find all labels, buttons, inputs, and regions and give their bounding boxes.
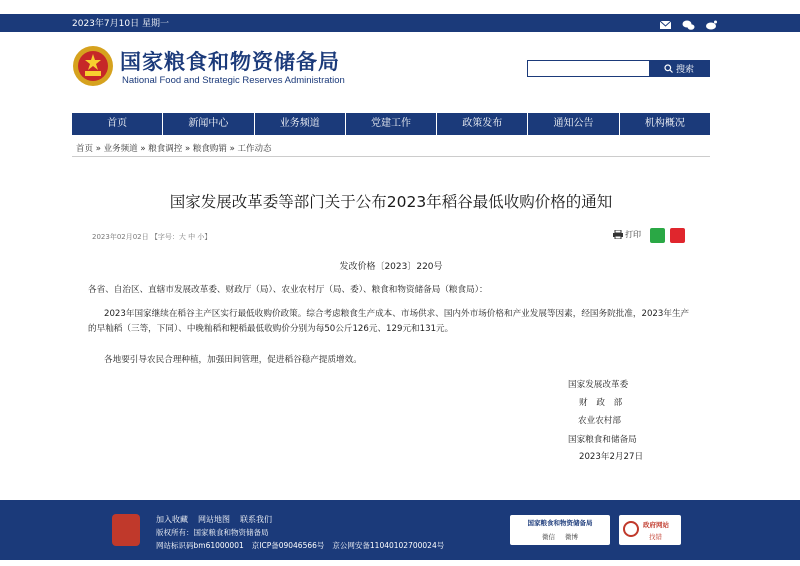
police-record[interactable]: 京公网安备11040102700024号 xyxy=(332,541,445,550)
nav-about[interactable]: 机构概况 xyxy=(644,118,685,129)
article-paragraph: 各省、自治区、直辖市发展改革委、财政厅（局）、农业农村厅（局、委）、粮食和物资储备局（粮食局）： xyxy=(88,285,488,295)
article-date: 2023年02月02日 xyxy=(92,233,149,241)
footer-link-contact[interactable]: 联系我们 xyxy=(240,515,272,524)
divider xyxy=(72,156,710,157)
signature-date: 2023年2月27日 xyxy=(579,452,644,462)
footer-link-sitemap[interactable]: 网站地图 xyxy=(198,515,230,524)
national-emblem-icon xyxy=(72,44,114,88)
font-size-control[interactable]: 【字号：大 中 小】 xyxy=(150,233,212,241)
footer-ids xyxy=(156,540,444,551)
nav-notice[interactable]: 通知公告 xyxy=(528,113,619,135)
main-nav xyxy=(72,113,710,135)
share-weibo-icon[interactable] xyxy=(670,228,685,243)
mail-icon[interactable] xyxy=(659,16,672,28)
breadcrumb-item[interactable]: 粮食购销 xyxy=(192,144,227,154)
breadcrumb-item[interactable]: 首页 xyxy=(76,144,94,154)
nav-business[interactable]: 业务频道 xyxy=(255,113,346,135)
footer-links xyxy=(156,514,272,525)
weibo-icon[interactable] xyxy=(705,16,718,28)
breadcrumb-item[interactable]: 工作动态 xyxy=(237,144,272,154)
article-title: 国家发展改革委等部门关于公布2023年稻谷最低收购价格的通知 xyxy=(169,193,613,211)
nav-policy[interactable]: 政策发布 xyxy=(437,113,528,135)
current-date: 2023年7月10日 星期一 xyxy=(72,19,169,29)
party-logo-icon[interactable] xyxy=(112,514,140,546)
document-number: 发改价格〔2023〕220号 xyxy=(339,262,443,272)
site-title: 国家粮食和物资储备局 xyxy=(120,50,340,74)
gov-site-label: 政府网站 xyxy=(643,521,669,529)
nav-home[interactable]: 首页 xyxy=(72,113,163,135)
signature-line: 国家发展改革委 xyxy=(568,380,629,390)
print-button[interactable] xyxy=(613,229,641,240)
search-button-label: 搜索 xyxy=(675,65,694,75)
top-icons xyxy=(659,16,718,28)
weibo-account-link[interactable]: 微博 xyxy=(565,533,578,541)
article-meta xyxy=(92,232,211,242)
breadcrumb: 首页 » 业务频道 » 粮食调控 » 粮食购销 » 工作动态 xyxy=(76,144,272,154)
footer-copyright: 版权所有：国家粮食和物资储备局 xyxy=(156,528,269,537)
site-subtitle: National Food and Strategic Reserves Administration xyxy=(122,75,345,86)
printer-icon xyxy=(613,230,623,239)
print-label: 打印 xyxy=(625,230,641,239)
breadcrumb-item[interactable]: 业务频道 xyxy=(103,144,138,154)
footer xyxy=(0,500,800,560)
article-paragraph: 各地要引导农民合理种植，加强田间管理，促进稻谷稳产提质增效。 xyxy=(104,355,362,365)
search-button[interactable] xyxy=(649,61,709,76)
signature-line: 财 政 部 xyxy=(579,398,626,408)
icp-number[interactable]: 京ICP备09046566号 xyxy=(251,541,325,550)
article-paragraph: 2023年国家继续在稻谷主产区实行最低收购价政策。综合考虑粮食生产成本、市场供求、国内外市场价格和产业发展等因素，经国务院批准，2023年生产的早籼稻（三等，下同）、中晚籼稻和粳稻最低收购价分别为每50公斤126元、129元和131元。 xyxy=(88,309,690,334)
magnifier-icon xyxy=(623,521,639,537)
report-error-label: 找错 xyxy=(649,533,662,541)
official-accounts-box[interactable] xyxy=(510,515,610,545)
site-id: 网站标识码bm61000001 xyxy=(156,541,244,550)
nav-party[interactable]: 党建工作 xyxy=(346,113,437,135)
share-wechat-icon[interactable] xyxy=(650,228,665,243)
search-input[interactable] xyxy=(530,62,648,75)
wechat-icon[interactable] xyxy=(682,16,695,28)
footer-link-favorite[interactable]: 加入收藏 xyxy=(156,515,188,524)
nav-news[interactable]: 新闻中心 xyxy=(163,113,254,135)
top-bar xyxy=(0,14,800,32)
search-box xyxy=(527,60,710,77)
wechat-account-link[interactable]: 微信 xyxy=(542,533,555,541)
breadcrumb-item[interactable]: 粮食调控 xyxy=(148,144,183,154)
search-icon xyxy=(664,64,673,73)
gov-error-report-box[interactable] xyxy=(619,515,681,545)
official-accounts-title: 国家粮食和物资储备局 xyxy=(527,519,593,527)
signature-line: 农业农村部 xyxy=(578,416,621,426)
signature-line: 国家粮食和储备局 xyxy=(568,435,637,445)
